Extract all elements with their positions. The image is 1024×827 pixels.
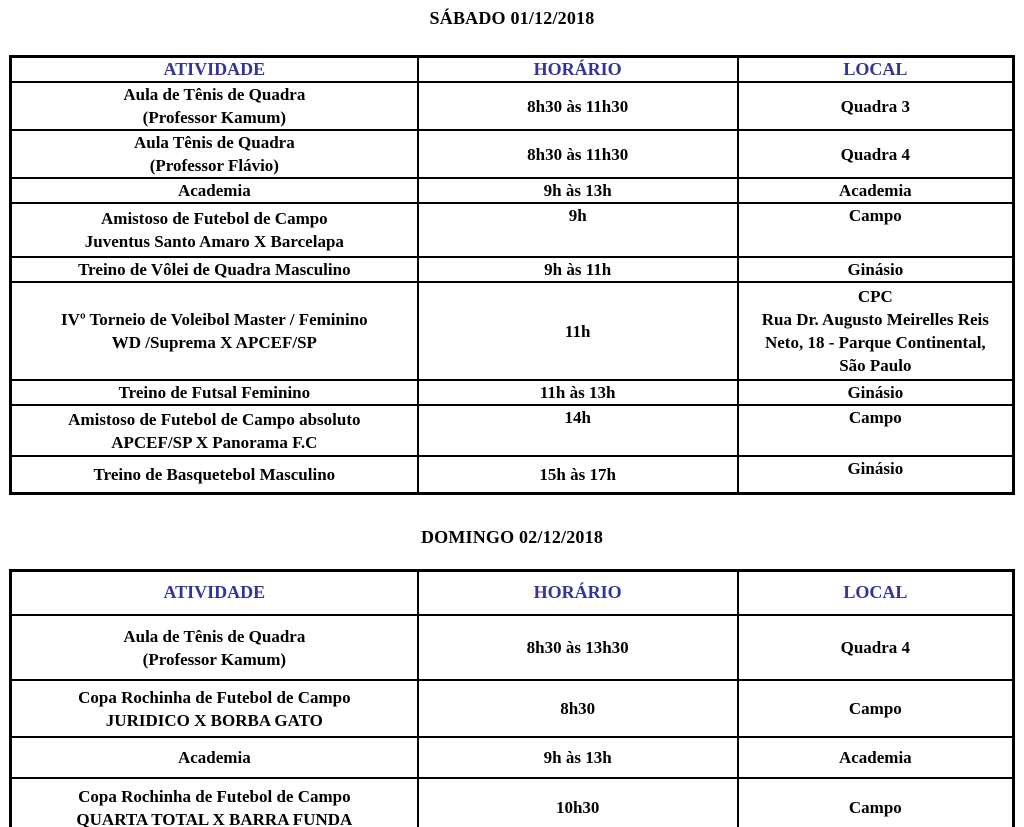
table-row <box>11 680 1014 737</box>
time-cell: 14h <box>418 405 738 456</box>
table-row <box>11 456 1014 493</box>
saturday-schedule-table <box>9 55 1015 495</box>
time-cell: 11h às 13h <box>418 380 738 405</box>
activity-cell: Treino de Vôlei de Quadra Masculino <box>11 257 418 282</box>
sunday-title: DOMINGO 02/12/2018 <box>420 526 604 547</box>
table-row <box>11 282 1014 380</box>
column-header-local: LOCAL <box>738 57 1014 83</box>
table-row <box>11 178 1014 203</box>
activity-cell: Copa Rochinha de Futebol de Campo JURIDICO X BORBA GATO <box>11 680 418 737</box>
column-header-atividade: ATIVIDADE <box>11 570 418 615</box>
activity-cell: Academia <box>11 737 418 778</box>
time-cell: 10h30 <box>418 778 738 827</box>
activity-cell: Amistoso de Futebol de Campo Juventus Santo Amaro X Barcelapa <box>11 203 418 257</box>
location-cell: Ginásio <box>738 257 1014 282</box>
column-header-horario: HORÁRIO <box>418 57 738 83</box>
location-cell: Campo <box>738 405 1014 456</box>
time-cell: 9h às 11h <box>418 257 738 282</box>
time-cell: 8h30 às 13h30 <box>418 615 738 680</box>
location-cell: Quadra 4 <box>738 615 1014 680</box>
activity-cell: Aula de Tênis de Quadra (Professor Kamum) <box>11 82 418 130</box>
time-cell: 9h às 13h <box>418 737 738 778</box>
time-cell: 8h30 <box>418 680 738 737</box>
location-cell: Academia <box>738 737 1014 778</box>
activity-cell: Copa Rochinha de Futebol de Campo QUARTA TOTAL X BARRA FUNDA <box>11 778 418 827</box>
location-cell: Campo <box>738 778 1014 827</box>
location-cell: Quadra 4 <box>738 130 1014 178</box>
table-row <box>11 203 1014 257</box>
activity-cell: Aula de Tênis de Quadra (Professor Kamum) <box>11 615 418 680</box>
location-cell: Quadra 3 <box>738 82 1014 130</box>
table-row <box>11 82 1014 130</box>
table-row <box>11 130 1014 178</box>
time-cell: 8h30 às 11h30 <box>418 82 738 130</box>
table-row <box>11 380 1014 405</box>
header-row <box>11 57 1014 83</box>
table-row <box>11 405 1014 456</box>
sunday-schedule-table <box>9 569 1015 827</box>
activity-cell: Treino de Futsal Feminino <box>11 380 418 405</box>
saturday-title: SÁBADO 01/12/2018 <box>429 8 595 28</box>
time-cell: 11h <box>418 282 738 380</box>
time-cell: 15h às 17h <box>418 456 738 493</box>
location-cell: Campo <box>738 203 1014 257</box>
activity-cell: Treino de Basquetebol Masculino <box>11 456 418 493</box>
location-cell: Ginásio <box>738 456 1014 493</box>
time-cell: 9h <box>418 203 738 257</box>
table-row <box>11 615 1014 680</box>
time-cell: 9h às 13h <box>418 178 738 203</box>
table-row <box>11 778 1014 827</box>
location-cell: CPC Rua Dr. Augusto Meirelles Reis Neto, 18 - Parque Continental, São Paulo <box>738 282 1014 380</box>
column-header-horario: HORÁRIO <box>418 570 738 615</box>
activity-cell: IVº Torneio de Voleibol Master / Feminino WD /Suprema X APCEF/SP <box>11 282 418 380</box>
activity-cell: Aula Tênis de Quadra (Professor Flávio) <box>11 130 418 178</box>
location-cell: Academia <box>738 178 1014 203</box>
table-row <box>11 257 1014 282</box>
header-row <box>11 570 1014 615</box>
location-cell: Campo <box>738 680 1014 737</box>
time-cell: 8h30 às 11h30 <box>418 130 738 178</box>
schedule-document <box>9 0 1015 827</box>
column-header-local: LOCAL <box>738 570 1014 615</box>
activity-cell: Academia <box>11 178 418 203</box>
column-header-atividade: ATIVIDADE <box>11 57 418 83</box>
location-cell: Ginásio <box>738 380 1014 405</box>
table-row <box>11 737 1014 778</box>
activity-cell: Amistoso de Futebol de Campo absoluto APCEF/SP X Panorama F.C <box>11 405 418 456</box>
